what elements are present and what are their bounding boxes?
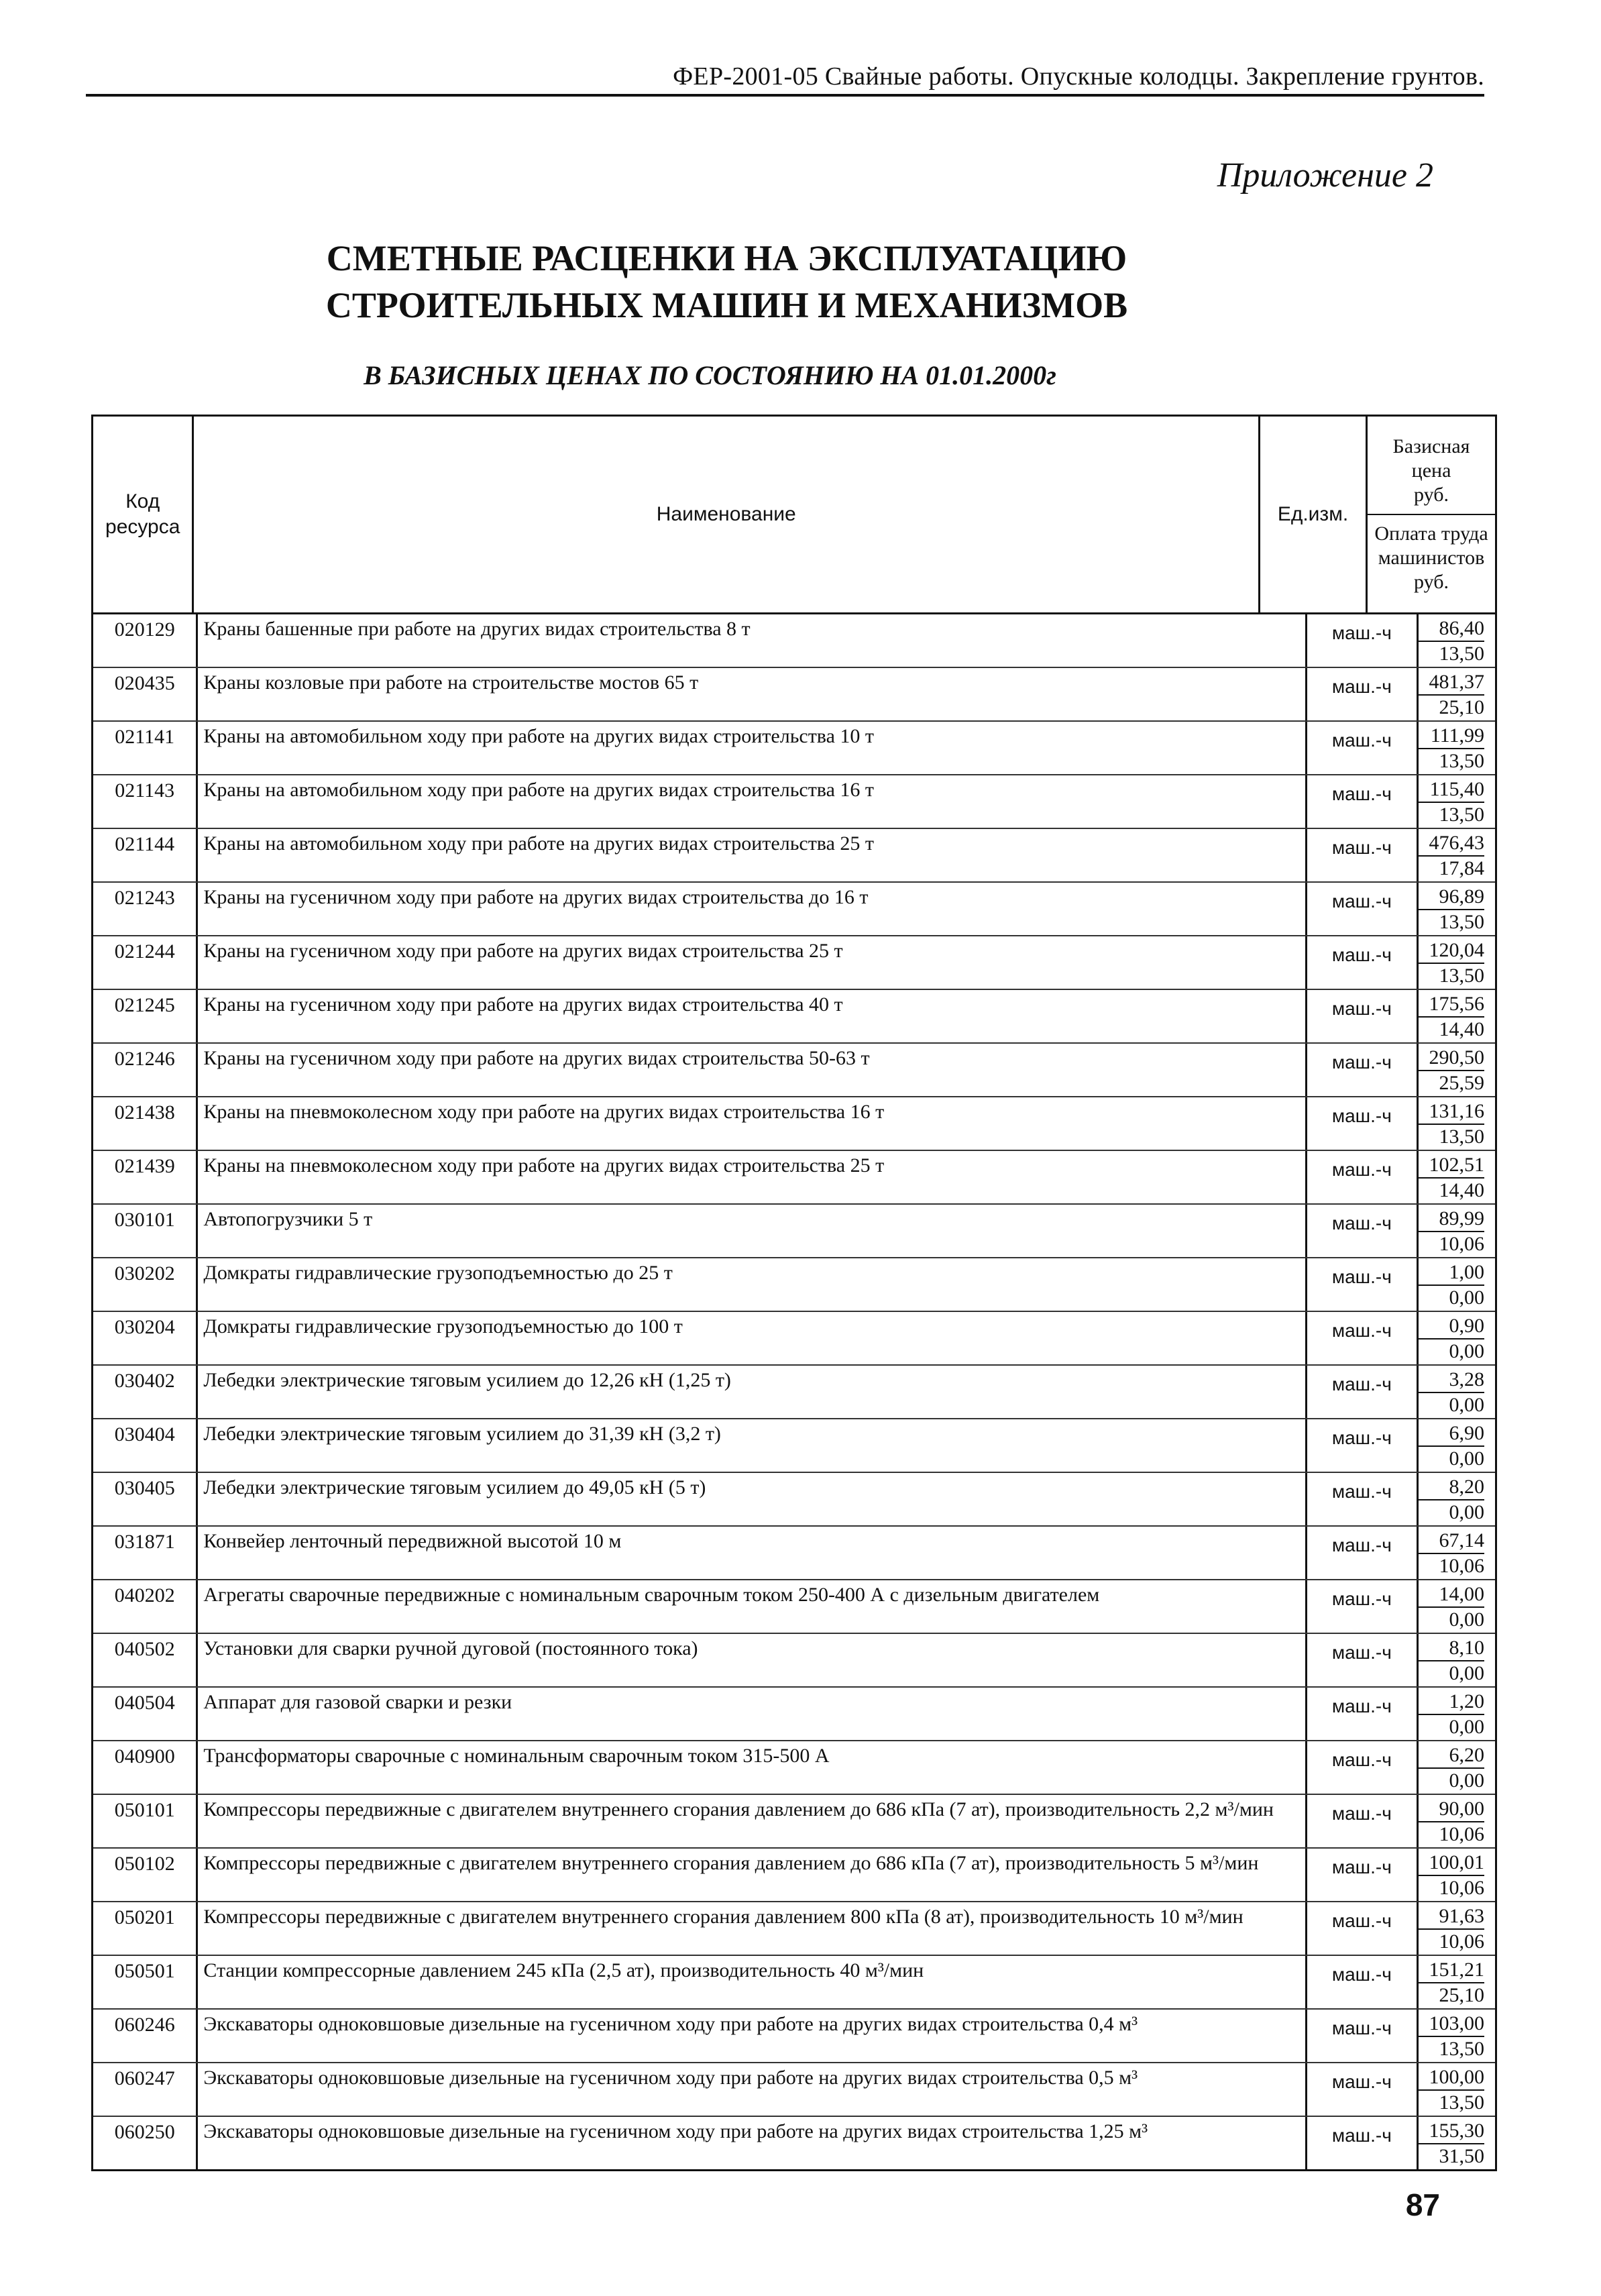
- cell-unit: маш.-ч: [1307, 1956, 1419, 2008]
- cell-code: 030404: [93, 1419, 198, 1472]
- cell-price: [1419, 829, 1495, 881]
- subtitle-text: В БАЗИСНЫХ ЦЕНАХ ПО СОСТОЯНИЮ НА 01.01.2000г: [364, 360, 1056, 390]
- cell-base-price: 131,16: [1419, 1099, 1484, 1125]
- table-row: [93, 1258, 1495, 1312]
- table-row: [93, 1097, 1495, 1151]
- cell-code: 020129: [93, 614, 198, 667]
- cell-wage: 14,40: [1439, 1018, 1484, 1040]
- cell-wage: 10,06: [1439, 1823, 1484, 1845]
- title-line-1: СМЕТНЫЕ РАСЦЕНКИ НА ЭКСПЛУАТАЦИЮ: [326, 238, 1127, 278]
- cell-code: 040202: [93, 1580, 198, 1633]
- cell-name: Лебедки электрические тяговым усилием до 49,05 кН (5 т): [198, 1473, 1307, 1525]
- cell-wage: 25,10: [1439, 696, 1484, 718]
- cell-code: 021438: [93, 1097, 198, 1150]
- cell-name: Краны на автомобильном ходу при работе на других видах строительства 16 т: [198, 775, 1307, 828]
- cell-base-price: 8,20: [1419, 1475, 1484, 1500]
- cell-price: [1419, 775, 1495, 828]
- cell-unit: маш.-ч: [1307, 2117, 1419, 2169]
- cell-wage: 13,50: [1439, 750, 1484, 772]
- cell-wage: 13,50: [1439, 643, 1484, 665]
- cell-name: Краны козловые при работе на строительстве мостов 65 т: [198, 668, 1307, 720]
- cell-wage: 0,00: [1449, 1769, 1484, 1792]
- cell-wage: 25,10: [1439, 1984, 1484, 2006]
- cell-price: [1419, 1151, 1495, 1203]
- cell-code: 050201: [93, 1902, 198, 1955]
- cell-name: Домкраты гидравлические грузоподъемностью до 25 т: [198, 1258, 1307, 1311]
- cell-base-price: 86,40: [1419, 616, 1484, 642]
- cell-name: Экскаваторы одноковшовые дизельные на гусеничном ходу при работе на других видах строительства 0,5 м³: [198, 2063, 1307, 2116]
- cell-code: 040504: [93, 1688, 198, 1740]
- cell-name: Краны на автомобильном ходу при работе на других видах строительства 25 т: [198, 829, 1307, 881]
- cell-price: [1419, 1258, 1495, 1311]
- table-row: [93, 775, 1495, 829]
- cell-price: [1419, 1473, 1495, 1525]
- cell-code: 050501: [93, 1956, 198, 2008]
- cell-unit: маш.-ч: [1307, 1580, 1419, 1633]
- cell-base-price: 6,90: [1419, 1421, 1484, 1447]
- cell-price: [1419, 1956, 1495, 2008]
- cell-code: 030101: [93, 1205, 198, 1257]
- cell-base-price: 6,20: [1419, 1743, 1484, 1769]
- running-header: ФЕР-2001-05 Свайные работы. Опускные колодцы. Закрепление грунтов.: [86, 62, 1484, 97]
- cell-wage: 0,00: [1449, 1608, 1484, 1631]
- header-price-line2: цена: [1411, 459, 1451, 482]
- cell-name: Домкраты гидравлические грузоподъемностью до 100 т: [198, 1312, 1307, 1364]
- cell-code: 040900: [93, 1741, 198, 1794]
- cell-code: 021243: [93, 883, 198, 935]
- cell-wage: 10,06: [1439, 1233, 1484, 1255]
- cell-code: 050101: [93, 1795, 198, 1847]
- cell-base-price: 8,10: [1419, 1636, 1484, 1661]
- cell-name: Лебедки электрические тяговым усилием до 31,39 кН (3,2 т): [198, 1419, 1307, 1472]
- table-row: [93, 1044, 1495, 1097]
- cell-wage: 31,50: [1439, 2145, 1484, 2167]
- cell-wage: 17,84: [1439, 857, 1484, 879]
- table-body: [93, 614, 1495, 2169]
- cell-price: [1419, 614, 1495, 667]
- cell-name: Компрессоры передвижные с двигателем внутреннего сгорания давлением до 686 кПа (7 ат), производительность 5 м³/мин: [198, 1849, 1307, 1901]
- cell-name: Краны на пневмоколесном ходу при работе на других видах строительства 16 т: [198, 1097, 1307, 1150]
- cell-unit: маш.-ч: [1307, 1688, 1419, 1740]
- cell-name: Экскаваторы одноковшовые дизельные на гусеничном ходу при работе на других видах строительства 0,4 м³: [198, 2010, 1307, 2062]
- cell-code: 060250: [93, 2117, 198, 2169]
- cell-wage: 0,00: [1449, 1287, 1484, 1309]
- cell-unit: маш.-ч: [1307, 1419, 1419, 1472]
- cell-price: [1419, 990, 1495, 1042]
- cell-name: Краны на гусеничном ходу при работе на других видах строительства 40 т: [198, 990, 1307, 1042]
- cell-price: [1419, 1419, 1495, 1472]
- table-row: [93, 829, 1495, 883]
- cell-name: Краны на гусеничном ходу при работе на других видах строительства до 16 т: [198, 883, 1307, 935]
- cell-base-price: 111,99: [1419, 724, 1484, 749]
- table-header: [93, 417, 1495, 614]
- cell-base-price: 155,30: [1419, 2119, 1484, 2144]
- page-subtitle: [0, 360, 1601, 391]
- cell-unit: маш.-ч: [1307, 883, 1419, 935]
- title-line-2: СТРОИТЕЛЬНЫХ МАШИН И МЕХАНИЗМОВ: [325, 285, 1128, 325]
- cell-price: [1419, 1366, 1495, 1418]
- cell-code: 021245: [93, 990, 198, 1042]
- cell-unit: маш.-ч: [1307, 668, 1419, 720]
- cell-base-price: 100,01: [1419, 1851, 1484, 1876]
- table-row: [93, 1741, 1495, 1795]
- cell-code: 021144: [93, 829, 198, 881]
- cell-base-price: 91,63: [1419, 1904, 1484, 1930]
- cell-name: Компрессоры передвижные с двигателем внутреннего сгорания давлением 800 кПа (8 ат), производительность 10 м³/мин: [198, 1902, 1307, 1955]
- table-row: [93, 936, 1495, 990]
- table-row: [93, 1634, 1495, 1688]
- header-name: Наименование: [194, 417, 1260, 612]
- cell-name: Краны на пневмоколесном ходу при работе на других видах строительства 25 т: [198, 1151, 1307, 1203]
- cell-base-price: 120,04: [1419, 938, 1484, 964]
- cell-wage: 0,00: [1449, 1716, 1484, 1738]
- cell-wage: 14,40: [1439, 1179, 1484, 1201]
- cell-price: [1419, 2010, 1495, 2062]
- cell-unit: маш.-ч: [1307, 1849, 1419, 1901]
- cell-name: Установки для сварки ручной дуговой (постоянного тока): [198, 1634, 1307, 1686]
- cell-price: [1419, 1634, 1495, 1686]
- cell-name: Автопогрузчики 5 т: [198, 1205, 1307, 1257]
- cell-price: [1419, 1902, 1495, 1955]
- cell-wage: 10,06: [1439, 1930, 1484, 1953]
- cell-price: [1419, 1580, 1495, 1633]
- cell-unit: маш.-ч: [1307, 722, 1419, 774]
- cell-price: [1419, 1205, 1495, 1257]
- cell-name: Краны на гусеничном ходу при работе на других видах строительства 50-63 т: [198, 1044, 1307, 1096]
- cell-unit: маш.-ч: [1307, 1366, 1419, 1418]
- cell-price: [1419, 1044, 1495, 1096]
- cell-wage: 13,50: [1439, 965, 1484, 987]
- table-row: [93, 1527, 1495, 1580]
- cell-base-price: 115,40: [1419, 777, 1484, 803]
- cell-wage: 13,50: [1439, 2038, 1484, 2060]
- cell-base-price: 3,28: [1419, 1368, 1484, 1393]
- cell-base-price: 290,50: [1419, 1046, 1484, 1071]
- cell-unit: маш.-ч: [1307, 1634, 1419, 1686]
- table-row: [93, 2010, 1495, 2063]
- cell-wage: 0,00: [1449, 1662, 1484, 1684]
- cell-unit: маш.-ч: [1307, 1902, 1419, 1955]
- table-row: [93, 2063, 1495, 2117]
- cell-name: Краны башенные при работе на других видах строительства 8 т: [198, 614, 1307, 667]
- cell-unit: маш.-ч: [1307, 614, 1419, 667]
- cell-code: 021141: [93, 722, 198, 774]
- cell-wage: 10,06: [1439, 1555, 1484, 1577]
- cell-unit: маш.-ч: [1307, 2063, 1419, 2116]
- cell-name: Трансформаторы сварочные с номинальным сварочным током 315-500 А: [198, 1741, 1307, 1794]
- table-row: [93, 1312, 1495, 1366]
- cell-price: [1419, 1688, 1495, 1740]
- header-divider: [1368, 514, 1495, 515]
- cell-price: [1419, 2063, 1495, 2116]
- cell-base-price: 14,00: [1419, 1582, 1484, 1608]
- cell-name: Компрессоры передвижные с двигателем внутреннего сгорания давлением до 686 кПа (7 ат), производительность 2,2 м³/мин: [198, 1795, 1307, 1847]
- cell-code: 021246: [93, 1044, 198, 1096]
- cell-name: Конвейер ленточный передвижной высотой 10 м: [198, 1527, 1307, 1579]
- cell-unit: маш.-ч: [1307, 936, 1419, 989]
- cell-price: [1419, 722, 1495, 774]
- table-row: [93, 1580, 1495, 1634]
- cell-unit: маш.-ч: [1307, 990, 1419, 1042]
- cell-code: 060247: [93, 2063, 198, 2116]
- header-code-line1: Код: [125, 490, 160, 512]
- header-code-line2: ресурса: [105, 516, 180, 538]
- cell-code: 030204: [93, 1312, 198, 1364]
- cell-wage: 10,06: [1439, 1877, 1484, 1899]
- table-row: [93, 2117, 1495, 2169]
- cell-price: [1419, 2117, 1495, 2169]
- cell-base-price: 0,90: [1419, 1314, 1484, 1340]
- cell-base-price: 96,89: [1419, 885, 1484, 910]
- cell-code: 030405: [93, 1473, 198, 1525]
- table-row: [93, 1902, 1495, 1956]
- cell-base-price: 67,14: [1419, 1529, 1484, 1554]
- table-row: [93, 722, 1495, 775]
- cell-wage: 13,50: [1439, 804, 1484, 826]
- cell-wage: 13,50: [1439, 911, 1484, 933]
- cell-base-price: 100,00: [1419, 2065, 1484, 2091]
- cell-unit: маш.-ч: [1307, 1527, 1419, 1579]
- cell-base-price: 151,21: [1419, 1958, 1484, 1983]
- table-row: [93, 1795, 1495, 1849]
- cell-wage: 13,50: [1439, 1126, 1484, 1148]
- table-row: [93, 1473, 1495, 1527]
- cell-base-price: 175,56: [1419, 992, 1484, 1018]
- cell-price: [1419, 668, 1495, 720]
- cell-unit: маш.-ч: [1307, 775, 1419, 828]
- cell-wage: 13,50: [1439, 2091, 1484, 2114]
- cell-unit: маш.-ч: [1307, 1044, 1419, 1096]
- cell-code: 050102: [93, 1849, 198, 1901]
- cell-code: 021143: [93, 775, 198, 828]
- table-row: [93, 1151, 1495, 1205]
- cell-unit: маш.-ч: [1307, 1741, 1419, 1794]
- table-row: [93, 990, 1495, 1044]
- cell-price: [1419, 883, 1495, 935]
- cell-name: Краны на гусеничном ходу при работе на других видах строительства 25 т: [198, 936, 1307, 989]
- cell-name: Лебедки электрические тяговым усилием до 12,26 кН (1,25 т): [198, 1366, 1307, 1418]
- cell-wage: 0,00: [1449, 1394, 1484, 1416]
- cell-price: [1419, 1795, 1495, 1847]
- cell-code: 030202: [93, 1258, 198, 1311]
- cell-code: 031871: [93, 1527, 198, 1579]
- cell-wage: 0,00: [1449, 1340, 1484, 1362]
- header-price-line3: руб.: [1414, 484, 1449, 506]
- cell-wage: 0,00: [1449, 1501, 1484, 1523]
- header-code: [93, 417, 194, 612]
- table-row: [93, 883, 1495, 936]
- cell-base-price: 90,00: [1419, 1797, 1484, 1822]
- cell-price: [1419, 1741, 1495, 1794]
- cell-base-price: 481,37: [1419, 670, 1484, 696]
- cell-code: 020435: [93, 668, 198, 720]
- rates-table: [91, 415, 1497, 2171]
- table-row: [93, 1849, 1495, 1902]
- cell-name: Экскаваторы одноковшовые дизельные на гусеничном ходу при работе на других видах строительства 1,25 м³: [198, 2117, 1307, 2169]
- table-row: [93, 1688, 1495, 1741]
- cell-price: [1419, 1527, 1495, 1579]
- cell-wage: 25,59: [1439, 1072, 1484, 1094]
- cell-unit: маш.-ч: [1307, 1151, 1419, 1203]
- page-title: [0, 235, 1601, 329]
- cell-base-price: 1,20: [1419, 1690, 1484, 1715]
- table-row: [93, 668, 1495, 722]
- cell-price: [1419, 1312, 1495, 1364]
- header-wage-line2: машинистов: [1378, 547, 1485, 569]
- cell-unit: маш.-ч: [1307, 1312, 1419, 1364]
- header-price: [1368, 417, 1495, 612]
- cell-unit: маш.-ч: [1307, 1205, 1419, 1257]
- table-row: [93, 1419, 1495, 1473]
- cell-unit: маш.-ч: [1307, 1258, 1419, 1311]
- cell-code: 060246: [93, 2010, 198, 2062]
- header-price-line1: Базисная: [1392, 435, 1470, 457]
- cell-code: 021244: [93, 936, 198, 989]
- cell-unit: маш.-ч: [1307, 1473, 1419, 1525]
- cell-unit: маш.-ч: [1307, 1795, 1419, 1847]
- page-number: 87: [1405, 2187, 1440, 2222]
- cell-unit: маш.-ч: [1307, 2010, 1419, 2062]
- header-unit: Ед.изм.: [1260, 417, 1368, 612]
- cell-base-price: 103,00: [1419, 2012, 1484, 2037]
- table-row: [93, 1956, 1495, 2010]
- cell-unit: маш.-ч: [1307, 829, 1419, 881]
- table-row: [93, 1366, 1495, 1419]
- cell-code: 021439: [93, 1151, 198, 1203]
- cell-name: Агрегаты сварочные передвижные с номинальным сварочным током 250-400 А с дизельным двигателем: [198, 1580, 1307, 1633]
- cell-wage: 0,00: [1449, 1447, 1484, 1470]
- cell-price: [1419, 1097, 1495, 1150]
- cell-unit: маш.-ч: [1307, 1097, 1419, 1150]
- cell-base-price: 1,00: [1419, 1260, 1484, 1286]
- cell-name: Краны на автомобильном ходу при работе на других видах строительства 10 т: [198, 722, 1307, 774]
- header-wage-line3: руб.: [1414, 571, 1449, 593]
- cell-base-price: 102,51: [1419, 1153, 1484, 1179]
- table-row: [93, 1205, 1495, 1258]
- cell-price: [1419, 936, 1495, 989]
- header-wage-line1: Оплата труда: [1374, 523, 1488, 545]
- cell-price: [1419, 1849, 1495, 1901]
- cell-base-price: 89,99: [1419, 1207, 1484, 1232]
- cell-code: 040502: [93, 1634, 198, 1686]
- table-row: [93, 614, 1495, 668]
- cell-name: Аппарат для газовой сварки и резки: [198, 1688, 1307, 1740]
- cell-name: Станции компрессорные давлением 245 кПа (2,5 ат), производительность 40 м³/мин: [198, 1956, 1307, 2008]
- appendix-label: Приложение 2: [1217, 156, 1433, 195]
- cell-base-price: 476,43: [1419, 831, 1484, 857]
- cell-code: 030402: [93, 1366, 198, 1418]
